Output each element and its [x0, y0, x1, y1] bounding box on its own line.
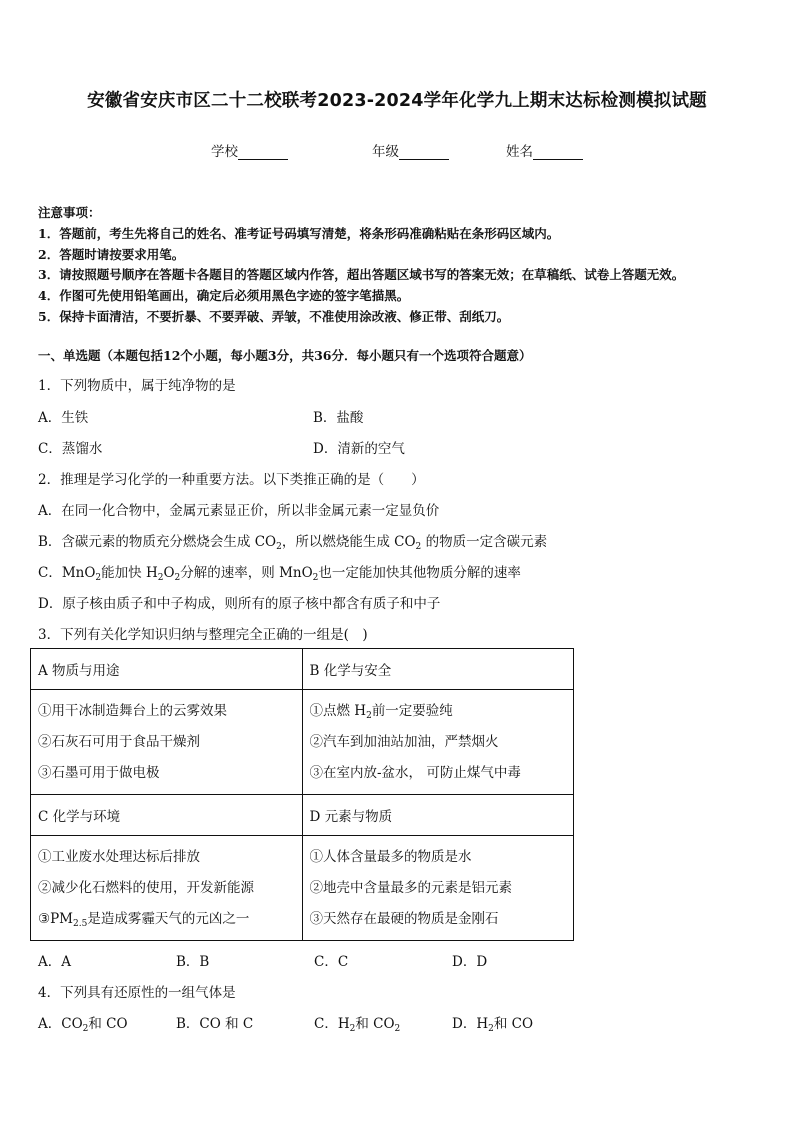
question-3-option-d[interactable]: D．D: [452, 954, 488, 970]
question-1-stem: 1．下列物质中，属于纯净物的是: [38, 378, 236, 394]
item-text: ①点燃 H: [309, 702, 367, 719]
subscript: 2: [312, 573, 319, 583]
option-text: C．H: [314, 1016, 350, 1032]
question-4-stem: 4．下列具有还原性的一组气体是: [38, 985, 236, 1001]
question-4-option-a[interactable]: [38, 1012, 128, 1032]
notice-item: 3．请按照题号顺序在答题卡各题目的答题区域内作答，超出答题区域书写的答案无效；在草稿纸、试卷上答题无效。: [38, 267, 685, 283]
subscript: 2: [488, 1024, 494, 1034]
table-header-a: A 物质与用途: [31, 649, 303, 690]
option-text: 和 CO: [493, 1016, 534, 1032]
school-label: 学校: [211, 144, 238, 160]
table-item: ③石墨可用于做电极: [38, 764, 160, 781]
table-item: ②地壳中含量最多的元素是铝元素: [309, 879, 512, 896]
table-item: [310, 696, 574, 727]
subscript: 2: [394, 1024, 401, 1034]
grade-blank[interactable]: [399, 145, 449, 160]
notice-item: 1．答题前，考生先将自己的姓名、准考证号码填写清楚，将条形码准确粘贴在条形码区域内。: [38, 225, 560, 241]
name-blank[interactable]: [533, 145, 583, 160]
grade-label: 年级: [372, 144, 399, 160]
table-header-b: B 化学与安全: [302, 649, 574, 690]
table-item: ①工业废水处理达标后排放: [38, 848, 200, 865]
question-3-option-a[interactable]: A．A: [38, 954, 71, 970]
table-cell-a: [31, 690, 303, 795]
notice-item: 4．作图可先使用铅笔画出，确定后必须用黑色字迹的签字笔描黑。: [38, 288, 410, 304]
option-text: B．含碳元素的物质充分燃烧会生成 CO: [38, 534, 277, 550]
subscript: 2: [95, 573, 102, 583]
item-text: ③PM: [38, 910, 74, 927]
notice-block: [38, 203, 684, 328]
name-label: 姓名: [506, 144, 533, 160]
table-header-d: D 元素与物质: [302, 794, 574, 835]
question-1-option-b[interactable]: B．盐酸: [313, 410, 364, 426]
subscript: 2: [157, 573, 164, 583]
question-4-option-c[interactable]: [314, 1012, 400, 1032]
item-text: 是造成雾霾天气的元凶之一: [87, 910, 250, 927]
option-text: ，所以燃烧能生成 CO: [281, 534, 416, 550]
option-text: 和 CO: [355, 1016, 395, 1032]
table-item: ②石灰石可用于食品干燥剂: [38, 733, 200, 750]
question-1-option-a[interactable]: A．生铁: [38, 410, 89, 426]
subscript: 2: [349, 1024, 356, 1034]
table-item: [38, 904, 302, 935]
table-item: ①人体含量最多的物质是水: [309, 848, 472, 865]
option-text: 和 CO: [88, 1016, 128, 1032]
table-cell-c: [31, 836, 303, 941]
option-text: C．MnO: [38, 565, 96, 581]
question-3-stem: 3．下列有关化学知识归纳与整理完全正确的一组是( ): [38, 627, 368, 643]
question-2-stem: 2．推理是学习化学的一种重要方法。以下类推正确的是（ ）: [38, 472, 425, 488]
table-item: ①用干冰制造舞台上的云雾效果: [38, 702, 227, 719]
question-3-option-b[interactable]: B．B: [176, 954, 210, 970]
question-4-option-b[interactable]: B．CO 和 C: [176, 1016, 254, 1032]
knowledge-table: [30, 648, 574, 941]
section-heading: 一、单选题（本题包括12个小题，每小题3分，共36分．每小题只有一个选项符合题意）: [38, 348, 532, 363]
notice-item: 5．保持卡面清洁，不要折暴、不要弄破、弄皱，不准使用涂改液、修正带、刮纸刀。: [38, 308, 510, 324]
school-blank[interactable]: [238, 145, 288, 160]
subscript: 2.5: [73, 918, 88, 929]
table-cell-d: [302, 836, 574, 941]
table-item: ③天然存在最硬的物质是金刚石: [309, 910, 499, 927]
table-item: ②汽车到加油站加油，严禁烟火: [309, 733, 499, 750]
subscript: 2: [415, 542, 422, 552]
table-item: ②减少化石燃料的使用，开发新能源: [38, 879, 254, 896]
subscript: 2: [174, 573, 181, 583]
question-1-option-c[interactable]: C．蒸馏水: [38, 441, 103, 457]
option-text: O: [163, 565, 175, 581]
notice-heading: 注意事项：: [38, 205, 101, 220]
question-2-option-d[interactable]: D．原子核由质子和中子构成，则所有的原子核中都含有质子和中子: [38, 596, 441, 612]
option-text: 也一定能加快其他物质分解的速率: [318, 565, 521, 581]
option-text: 分解的速率，则 MnO: [180, 565, 313, 581]
subscript: 2: [82, 1024, 89, 1034]
table-item: ③在室内放-盆水， 可防止煤气中毒: [309, 764, 521, 781]
option-text: 能加快 H: [101, 565, 158, 581]
question-2-option-c[interactable]: [38, 561, 521, 581]
question-1-option-d[interactable]: D．清新的空气: [313, 441, 405, 457]
subscript: 2: [366, 710, 372, 721]
option-text: 的物质一定含碳元素: [421, 534, 548, 550]
subscript: 2: [276, 542, 282, 552]
name-field[interactable]: [506, 140, 583, 160]
grade-field[interactable]: [372, 140, 449, 160]
question-2-option-a[interactable]: A．在同一化合物中，金属元素显正价，所以非金属元素一定显负价: [38, 503, 440, 519]
option-text: D．H: [452, 1016, 489, 1032]
school-field[interactable]: [211, 140, 288, 160]
notice-item: 2．答题时请按要求用笔。: [38, 246, 185, 262]
table-header-c: C 化学与环境: [31, 794, 303, 835]
page-title: 安徽省安庆市区二十二校联考2023-2024学年化学九上期末达标检测模拟试题: [87, 91, 707, 111]
option-text: A．CO: [38, 1016, 83, 1032]
item-text: 前一定要验纯: [371, 702, 453, 719]
question-2-option-b[interactable]: [38, 530, 547, 550]
question-4-option-d[interactable]: [452, 1012, 533, 1032]
question-3-option-c[interactable]: C．C: [314, 954, 349, 970]
table-cell-b: [302, 690, 574, 795]
